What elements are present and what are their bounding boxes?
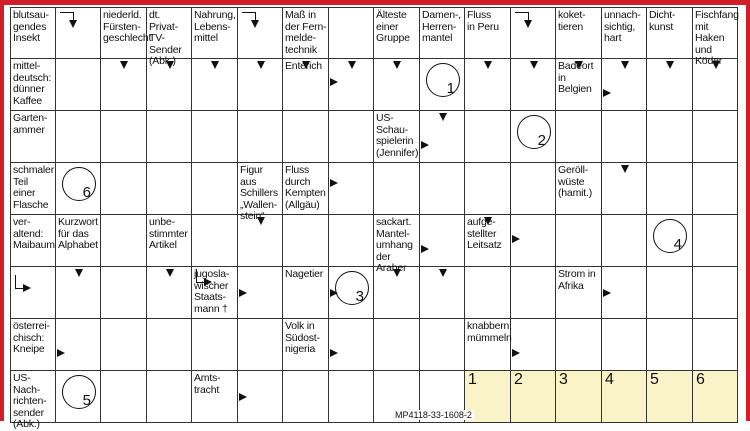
- answer-cell[interactable]: [465, 267, 511, 319]
- clue-cell: [374, 111, 420, 163]
- arrow-down-icon: [166, 269, 174, 277]
- solution-marker-circle: [517, 115, 551, 149]
- answer-cell[interactable]: [192, 163, 238, 215]
- arrow-down-icon: [120, 61, 128, 69]
- clue-cell: [10, 319, 56, 371]
- circle-number: 6: [82, 184, 91, 201]
- clue-text: Fluss in Peru: [467, 9, 499, 33]
- solution-cell[interactable]: [511, 371, 556, 423]
- answer-cell[interactable]: [147, 319, 192, 371]
- answer-cell[interactable]: [329, 319, 374, 371]
- answer-cell[interactable]: [238, 111, 283, 163]
- clue-text: Damen-, Herren- mantel: [422, 9, 461, 44]
- clue-text: Enterich: [285, 60, 322, 72]
- clue-text: Kurzwort für das Alphabet: [58, 216, 98, 251]
- clue-cell: [465, 319, 511, 371]
- answer-cell[interactable]: [283, 215, 329, 267]
- solution-cell[interactable]: [556, 371, 602, 423]
- clue-text: österrei- chisch: Kneipe: [13, 320, 50, 355]
- answer-cell[interactable]: [329, 7, 374, 59]
- clue-text: blutsau- gendes Insekt: [13, 9, 49, 44]
- clue-text: Dicht- kunst: [649, 9, 676, 33]
- answer-cell[interactable]: [556, 319, 602, 371]
- arrow-down-icon: [393, 269, 401, 277]
- answer-cell[interactable]: [101, 371, 147, 423]
- answer-cell[interactable]: [602, 319, 647, 371]
- clue-text: mittel- deutsch: dünner Kaffee: [13, 60, 52, 107]
- clue-cell: [420, 7, 465, 59]
- answer-cell[interactable]: [511, 319, 556, 371]
- clue-cell: [647, 7, 693, 59]
- arrow-down-icon: [575, 61, 583, 69]
- answer-cell[interactable]: [238, 59, 283, 111]
- solution-cell[interactable]: [693, 371, 738, 423]
- answer-cell[interactable]: [556, 215, 602, 267]
- answer-cell[interactable]: [192, 319, 238, 371]
- clue-text: Geröll- wüste (hamit.): [558, 164, 592, 199]
- solution-number: 4: [605, 371, 614, 388]
- clue-text: niederld. Fürsten- geschlecht: [103, 9, 152, 44]
- crossword-grid: [10, 7, 739, 430]
- clue-cell: [556, 163, 602, 215]
- answer-cell[interactable]: [101, 111, 147, 163]
- answer-cell[interactable]: [420, 59, 465, 111]
- arrow-right-icon: [603, 89, 611, 97]
- answer-cell[interactable]: [647, 215, 693, 267]
- solution-marker-circle: [335, 271, 369, 305]
- clue-text: unbe- stimmter Artikel: [149, 216, 188, 251]
- clue-text: Strom in Afrika: [558, 268, 596, 292]
- arrow-down-icon: [621, 61, 629, 69]
- clue-cell: [10, 163, 56, 215]
- answer-cell[interactable]: [56, 163, 101, 215]
- clue-text: Badeort in Belgien: [558, 60, 594, 95]
- answer-cell[interactable]: [374, 59, 420, 111]
- clue-cell: [10, 215, 56, 267]
- answer-cell[interactable]: [511, 267, 556, 319]
- clue-text: Maß in der Fern- melde- technik: [285, 9, 327, 56]
- answer-cell[interactable]: [511, 163, 556, 215]
- answer-cell[interactable]: [465, 59, 511, 111]
- clue-cell: [192, 371, 238, 423]
- answer-cell[interactable]: [693, 111, 738, 163]
- clue-text: jugosla- wischer Staats- mann †: [194, 268, 230, 315]
- answer-cell[interactable]: [420, 163, 465, 215]
- answer-cell[interactable]: [329, 371, 374, 423]
- answer-cell[interactable]: [602, 215, 647, 267]
- answer-cell[interactable]: [511, 215, 556, 267]
- answer-cell[interactable]: [147, 267, 192, 319]
- clue-cell: [101, 7, 152, 59]
- answer-cell[interactable]: [283, 371, 329, 423]
- solution-number: 1: [468, 371, 477, 388]
- puzzle-code: MP4118-33-1608-2: [395, 410, 472, 420]
- clue-text: Amts- tracht: [194, 372, 221, 396]
- answer-cell[interactable]: [192, 111, 238, 163]
- answer-cell[interactable]: [374, 163, 420, 215]
- answer-cell[interactable]: [101, 215, 147, 267]
- hook-arrow-down-icon: [60, 10, 84, 34]
- solution-number: 2: [514, 371, 523, 388]
- answer-cell[interactable]: [602, 163, 647, 215]
- arrow-right-icon: [239, 393, 247, 401]
- arrow-down-icon: [257, 61, 265, 69]
- clue-cell: [10, 371, 56, 430]
- answer-cell[interactable]: [192, 59, 238, 111]
- answer-cell[interactable]: [329, 215, 374, 267]
- answer-cell[interactable]: [420, 319, 465, 371]
- clue-text: Fluss durch Kempten (Allgäu): [285, 164, 326, 211]
- arrow-down-icon: [439, 269, 447, 277]
- answer-cell[interactable]: [56, 319, 101, 371]
- solution-cell[interactable]: [602, 371, 647, 423]
- clue-cell: [10, 111, 56, 163]
- clue-cell: [56, 215, 101, 267]
- answer-cell[interactable]: [647, 59, 693, 111]
- clue-cell: [465, 7, 511, 59]
- arrow-down-icon: [211, 61, 219, 69]
- clue-text: US-Schau- spielerin (Jennifer): [376, 112, 419, 159]
- answer-cell[interactable]: [56, 267, 101, 319]
- clue-text: koket- tieren: [558, 9, 586, 33]
- clue-text: Nahrung, Lebens- mittel: [194, 9, 236, 44]
- clue-text: aufge- stellter Leitsatz: [467, 216, 502, 251]
- answer-cell[interactable]: [374, 319, 420, 371]
- clue-cell: [556, 59, 602, 111]
- clue-cell: [10, 7, 56, 59]
- solution-marker-circle: [62, 375, 96, 409]
- answer-cell[interactable]: [693, 319, 738, 371]
- answer-cell[interactable]: [147, 371, 192, 423]
- clue-cell: [192, 267, 238, 319]
- answer-cell[interactable]: [420, 267, 465, 319]
- answer-cell[interactable]: [147, 163, 192, 215]
- answer-cell[interactable]: [238, 215, 283, 267]
- answer-cell[interactable]: [647, 319, 693, 371]
- clue-text: Nagetier: [285, 268, 324, 280]
- arrow-down-icon: [666, 61, 674, 69]
- clue-text: Garten- ammer: [13, 112, 48, 136]
- answer-cell[interactable]: [511, 7, 556, 59]
- clue-cell: [283, 7, 329, 59]
- clue-cell: [465, 215, 511, 267]
- answer-cell[interactable]: [329, 111, 374, 163]
- arrow-right-icon: [330, 179, 338, 187]
- answer-cell[interactable]: [56, 111, 101, 163]
- clue-cell: [283, 59, 329, 111]
- clue-text: ver- altend: Maibaum: [13, 216, 55, 251]
- clue-cell: [147, 7, 192, 67]
- answer-cell[interactable]: [283, 111, 329, 163]
- answer-cell[interactable]: [238, 371, 283, 423]
- clue-cell: [374, 7, 420, 59]
- solution-marker-circle: [653, 219, 687, 253]
- solution-number: 5: [650, 371, 659, 388]
- clue-text: Figur aus Schillers „Wallen- stein“: [240, 164, 278, 222]
- answer-cell[interactable]: [647, 163, 693, 215]
- answer-cell[interactable]: [693, 267, 738, 319]
- answer-cell[interactable]: [101, 163, 147, 215]
- clue-text: US-Nach- richten- sender (Abk.): [13, 372, 47, 430]
- clue-cell: [602, 7, 647, 59]
- arrow-down-icon: [712, 61, 720, 69]
- answer-cell[interactable]: [10, 267, 56, 319]
- answer-cell[interactable]: [238, 7, 283, 59]
- arrow-right-icon: [512, 349, 520, 357]
- clue-text: knabbern, mümmeln: [467, 320, 512, 344]
- arrow-right-icon: [330, 78, 338, 86]
- hook-arrow-right-icon: [15, 275, 39, 299]
- hook-arrow-down-icon: [242, 10, 266, 34]
- arrow-down-icon: [257, 217, 265, 225]
- clue-text: dt. Privat- TV-Sender (Abk.): [149, 9, 182, 67]
- answer-cell[interactable]: [56, 59, 101, 111]
- clue-text: Fischfang mit Haken und Köder: [695, 9, 739, 67]
- hook-arrow-down-icon: [515, 10, 539, 34]
- answer-cell[interactable]: [329, 267, 374, 319]
- answer-cell[interactable]: [101, 267, 147, 319]
- answer-cell[interactable]: [693, 215, 738, 267]
- clue-text: unnach- sichtig, hart: [604, 9, 641, 44]
- answer-cell[interactable]: [602, 111, 647, 163]
- clue-cell: [283, 267, 329, 319]
- answer-cell[interactable]: [465, 163, 511, 215]
- arrow-down-icon: [484, 217, 492, 225]
- answer-cell[interactable]: [465, 111, 511, 163]
- circle-number: 2: [537, 132, 546, 149]
- solution-marker-circle: [62, 167, 96, 201]
- clue-cell: [147, 215, 192, 267]
- clue-cell: [283, 163, 329, 215]
- arrow-right-icon: [421, 141, 429, 149]
- answer-cell[interactable]: [420, 111, 465, 163]
- solution-marker-circle: [426, 63, 460, 97]
- arrow-right-icon: [57, 349, 65, 357]
- clue-cell: [556, 267, 602, 319]
- answer-cell[interactable]: [647, 111, 693, 163]
- answer-cell[interactable]: [420, 215, 465, 267]
- answer-cell[interactable]: [329, 59, 374, 111]
- clue-cell: [693, 7, 739, 67]
- answer-cell[interactable]: [238, 267, 283, 319]
- answer-cell[interactable]: [147, 111, 192, 163]
- answer-cell[interactable]: [693, 59, 738, 111]
- arrow-right-icon: [239, 289, 247, 297]
- answer-cell[interactable]: [511, 111, 556, 163]
- answer-cell[interactable]: [602, 59, 647, 111]
- arrow-down-icon: [621, 165, 629, 173]
- arrow-down-icon: [166, 61, 174, 69]
- clue-text: Volk in Südost- nigeria: [285, 320, 320, 355]
- arrow-down-icon: [530, 61, 538, 69]
- solution-number: 6: [696, 371, 705, 388]
- clue-cell: [283, 319, 329, 371]
- answer-cell[interactable]: [329, 163, 374, 215]
- arrow-down-icon: [75, 269, 83, 277]
- circle-number: 1: [446, 80, 455, 97]
- arrow-down-icon: [393, 61, 401, 69]
- arrow-down-icon: [348, 61, 356, 69]
- solution-cell[interactable]: [647, 371, 693, 423]
- clue-cell: [374, 215, 420, 274]
- circle-number: 4: [673, 236, 682, 253]
- solution-number: 3: [559, 371, 568, 388]
- clue-cell: [556, 7, 602, 59]
- clue-text: sackart. Mantel- umhang der Araber: [376, 216, 413, 274]
- answer-cell[interactable]: [511, 59, 556, 111]
- answer-cell[interactable]: [56, 7, 101, 59]
- clue-cell: [192, 7, 238, 59]
- arrow-right-icon: [421, 245, 429, 253]
- answer-cell[interactable]: [147, 59, 192, 111]
- answer-cell[interactable]: [693, 163, 738, 215]
- answer-cell[interactable]: [602, 267, 647, 319]
- answer-cell[interactable]: [556, 111, 602, 163]
- clue-cell: [238, 163, 283, 222]
- answer-cell[interactable]: [238, 319, 283, 371]
- circle-number: 5: [82, 392, 91, 409]
- arrow-right-icon: [512, 235, 520, 243]
- arrow-down-icon: [439, 113, 447, 121]
- answer-cell[interactable]: [56, 371, 101, 423]
- answer-cell[interactable]: [192, 215, 238, 267]
- arrow-right-icon: [603, 289, 611, 297]
- arrow-down-icon: [484, 61, 492, 69]
- answer-cell[interactable]: [647, 267, 693, 319]
- answer-cell[interactable]: [101, 59, 147, 111]
- clue-text: Älteste einer Gruppe: [376, 9, 410, 44]
- clue-text: schmaler Teil einer Flasche: [13, 164, 54, 211]
- clue-cell: [10, 59, 56, 111]
- answer-cell[interactable]: [374, 267, 420, 319]
- arrow-right-icon: [330, 349, 338, 357]
- arrow-down-icon: [302, 61, 310, 69]
- circle-number: 3: [355, 288, 364, 305]
- answer-cell[interactable]: [101, 319, 147, 371]
- hook-arrow-right-icon: [196, 269, 220, 293]
